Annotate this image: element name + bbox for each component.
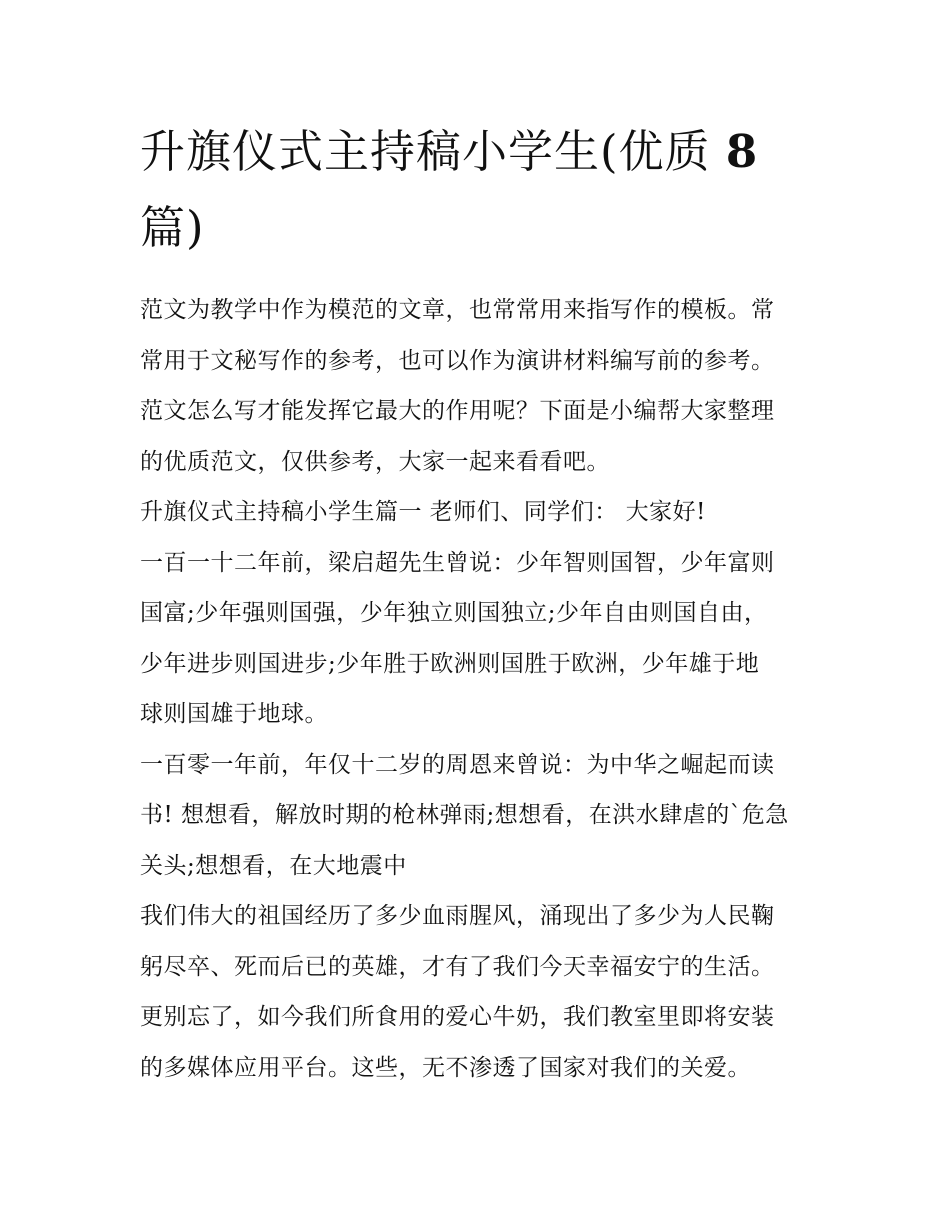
text-line: 一百零一年前，年仅十二岁的周恩来曾说：为中华之崛起而读 xyxy=(140,751,775,778)
text-line: 关头;想想看，在大地震中 xyxy=(140,852,407,879)
text-line: 书! 想想看，解放时期的枪林弹雨;想想看，在洪水肆虐的`危急 xyxy=(140,802,789,828)
paragraph-intro xyxy=(140,285,820,487)
text-line: 范文为教学中作为模范的文章，也常常用来指写作的模板。常 xyxy=(140,297,775,323)
text-line: 我们伟大的祖国经历了多少血雨腥风，涌现出了多少为人民鞠 xyxy=(140,903,775,929)
document-page xyxy=(140,114,820,1093)
text-line: 躬尽卒、死而后已的英雄，才有了我们今天幸福安宁的生活。 xyxy=(140,953,775,980)
document-title xyxy=(140,114,820,266)
text-line: 的优质范文，仅供参考，大家一起来看看吧。 xyxy=(140,448,610,475)
text-line: 更别忘了，如今我们所食用的爱心牛奶，我们教室里即将安装 xyxy=(140,1004,775,1030)
title-text-1: 升旗仪式主持稿小学生(优质 xyxy=(140,125,726,178)
title-line-2: 篇) xyxy=(140,201,205,254)
text-line: 常用于文秘写作的参考，也可以作为演讲材料编写前的参考。 xyxy=(140,347,775,374)
text-line: 国富;少年强则国强，少年独立则国独立;少年自由则国自由， xyxy=(140,600,768,626)
text-line: 升旗仪式主持稿小学生篇一 老师们、同学们： 大家好! xyxy=(140,499,706,525)
text-line: 范文怎么写才能发挥它最大的作用呢？下面是小编帮大家整理 xyxy=(140,398,775,424)
paragraph-motherland xyxy=(140,891,820,1093)
title-line-1 xyxy=(140,114,820,190)
paragraph-section-heading xyxy=(140,487,820,538)
text-line: 一百一十二年前，梁启超先生曾说：少年智则国智，少年富则 xyxy=(140,549,775,576)
paragraph-liang-qichao xyxy=(140,538,820,740)
paragraph-zhou-enlai xyxy=(140,740,820,892)
text-line: 少年进步则国进步;少年胜于欧洲则国胜于欧洲，少年雄于地 xyxy=(140,650,760,677)
text-line: 球则国雄于地球。 xyxy=(140,701,328,727)
text-line: 的多媒体应用平台。这些，无不渗透了国家对我们的关爱。 xyxy=(140,1054,751,1081)
title-count: 8 xyxy=(725,125,759,178)
